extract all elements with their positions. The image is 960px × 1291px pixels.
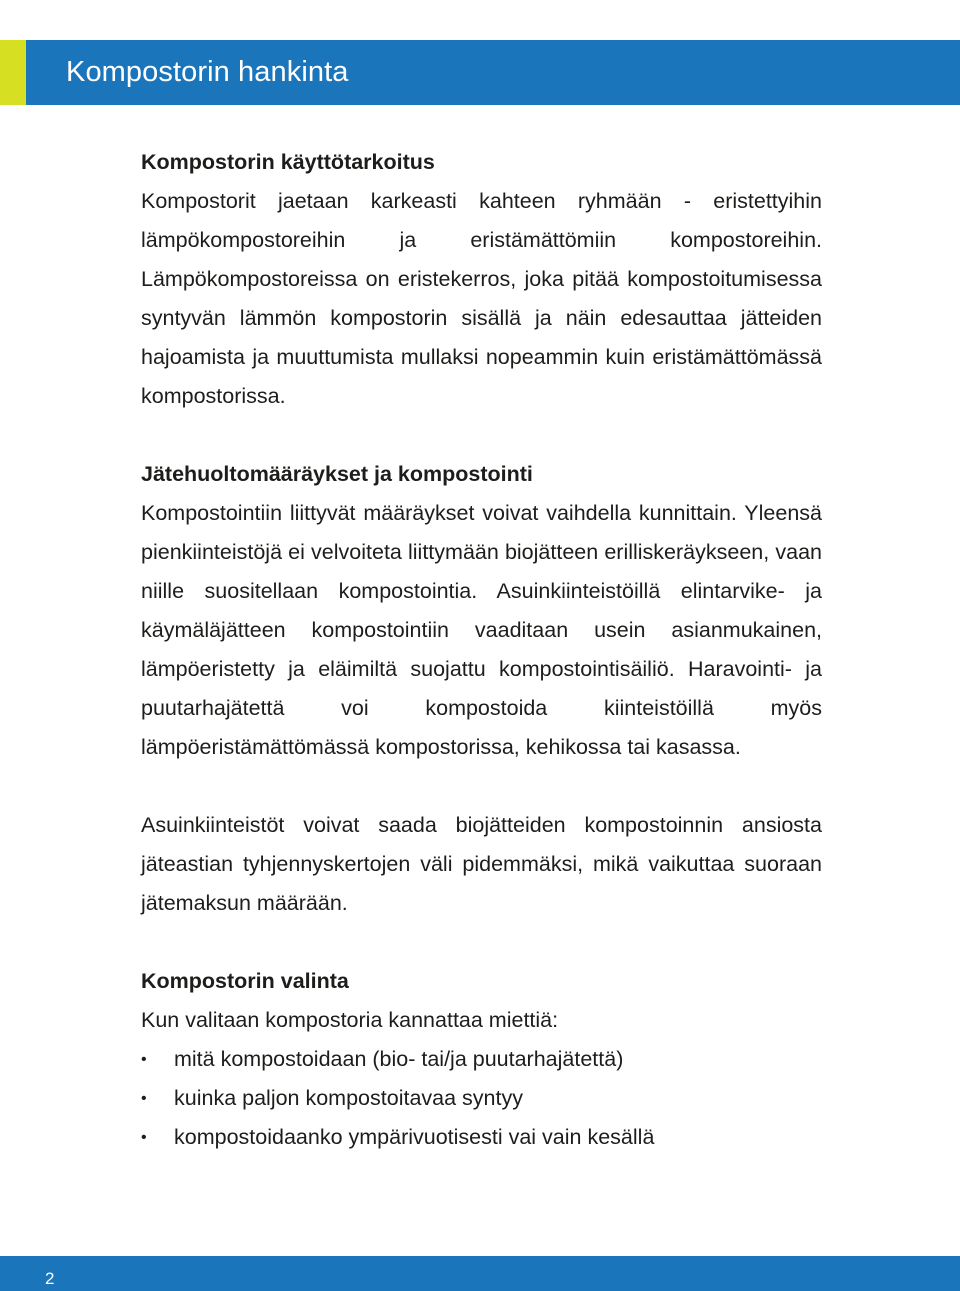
bullet-icon: • (141, 1051, 147, 1068)
section-heading-purpose: Kompostorin käyttötarkoitus (141, 150, 435, 174)
list-item-text: kompostoidaanko ympärivuotisesti vai vain kesällä (174, 1125, 655, 1149)
footer-band (0, 1256, 960, 1291)
section-purpose (141, 143, 822, 416)
section-text-regulations: Kompostointiin liittyvät määräykset voivat vaihdella kunnittain. Yleensä pienkiinteistöjä ei velvoiteta liittymään biojätteen erilliskeräykseen, vaan niille suositellaan kompostointia. Asuinkiinteistöillä elintarvike- ja käymäläjätteen kompostointiin vaaditaan usein asianmukainen, lämpöeristetty ja eläimiltä suojattu kompostointisäiliö. Haravointi- ja puutarhajätettä voi kompostoida kiinteistöillä myös lämpöeristämättömässä kompostorissa, kehikossa tai kasassa. (141, 501, 822, 759)
section-text-purpose: Kompostorit jaetaan karkeasti kahteen ryhmään - eristettyihin lämpökompostoreihin ja eristämättömiin kompostoreihin. Lämpökompostoreissa on eristekerros, joka pitää kompostoitumisessa syntyvän lämmön kompostorin sisällä ja näin edesauttaa jätteiden hajoamista ja muuttumista mullaksi nopeammin kuin eristämättömässä kompostorissa. (141, 189, 822, 408)
list-item (141, 1040, 822, 1079)
section-text-benefits: Asuinkiinteistöt voivat saada biojätteiden kompostoinnin ansiosta jäteastian tyhjennyskertojen väli pidemmäksi, mikä vaikuttaa suoraan jätemaksun määrään. (141, 813, 822, 915)
list-item-text: kuinka paljon kompostoitavaa syntyy (174, 1086, 523, 1110)
header-band (0, 40, 960, 105)
bullet-icon: • (141, 1129, 147, 1146)
list-item-text: mitä kompostoidaan (bio- tai/ja puutarhajätettä) (174, 1047, 624, 1071)
main-content (141, 143, 822, 1157)
section-heading-regulations: Jätehuoltomääräykset ja kompostointi (141, 462, 533, 486)
list-item (141, 1079, 822, 1118)
section-text-selection: Kun valitaan kompostoria kannattaa miettiä: (141, 1008, 559, 1032)
section-selection (141, 962, 822, 1157)
list-item (141, 1118, 822, 1157)
section-regulations (141, 455, 822, 767)
section-benefits (141, 806, 822, 923)
selection-bullet-list (141, 1040, 822, 1157)
page-number: 2 (45, 1269, 55, 1288)
header-accent-bar (0, 40, 26, 105)
section-heading-selection: Kompostorin valinta (141, 969, 349, 993)
bullet-icon: • (141, 1090, 147, 1107)
page-title: Kompostorin hankinta (66, 56, 349, 88)
